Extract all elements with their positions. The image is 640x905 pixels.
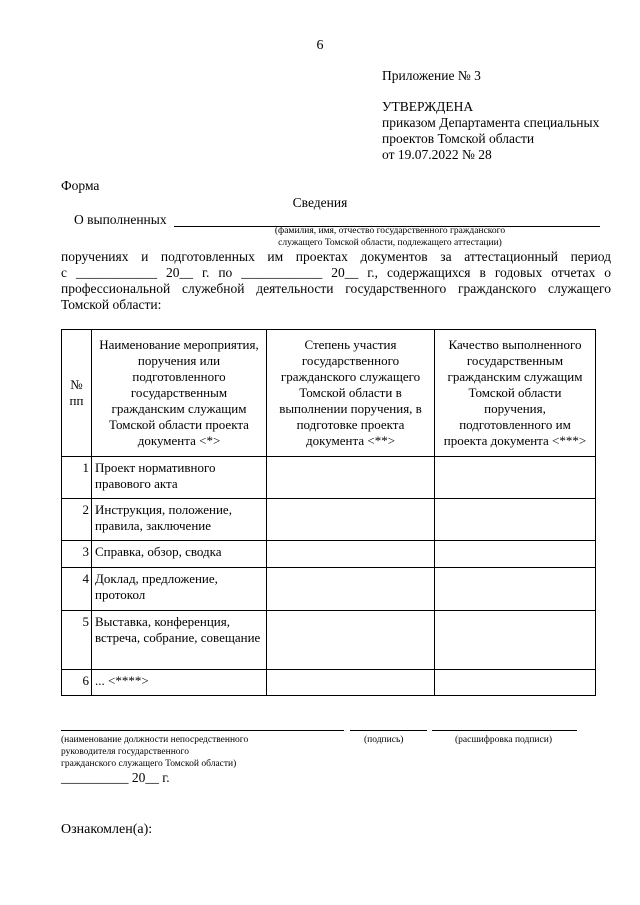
header-num: № пп bbox=[62, 330, 92, 457]
header-name: Наименование мероприятия, поручения или подготовленного государственным гражданским служащим Томской области проекта документа <*> bbox=[92, 330, 267, 457]
sign-line bbox=[350, 730, 427, 731]
intro-paragraph bbox=[61, 249, 611, 313]
paragraph-line-1: поручениях и подготовленных им проектах документов за аттестационный период bbox=[61, 249, 611, 264]
row-name: Доклад, предложение, протокол bbox=[92, 568, 267, 611]
row-name: Справка, обзор, сводка bbox=[92, 541, 267, 568]
header-participation: Степень участия государственного гражданского служащего Томской области в выполнении поручения, в подготовке проекта документа <**> bbox=[267, 330, 435, 457]
order-line-2: проектов Томской области bbox=[382, 131, 535, 146]
row-participation-cell bbox=[267, 541, 435, 568]
row-num: 4 bbox=[62, 568, 92, 611]
row-quality-cell bbox=[435, 611, 596, 670]
row-quality-cell bbox=[435, 457, 596, 499]
table-row bbox=[62, 670, 596, 696]
intro-prefix: О выполненных bbox=[74, 212, 167, 227]
row-quality-cell bbox=[435, 541, 596, 568]
position-signature-line bbox=[61, 730, 344, 731]
row-participation-cell bbox=[267, 568, 435, 611]
row-name: Инструкция, положение, правила, заключение bbox=[92, 499, 267, 541]
order-line-1: приказом Департамента специальных bbox=[382, 115, 600, 130]
decode-line bbox=[432, 730, 577, 731]
row-num: 3 bbox=[62, 541, 92, 568]
sign-caption: (подпись) bbox=[364, 735, 404, 745]
page-number: 6 bbox=[316, 38, 324, 53]
paragraph-line-4: Томской области: bbox=[61, 297, 162, 312]
decode-caption: (расшифровка подписи) bbox=[455, 735, 552, 745]
table-row bbox=[62, 568, 596, 611]
date-line: __________ 20__ г. bbox=[61, 770, 170, 785]
row-num: 6 bbox=[62, 670, 92, 696]
table-row bbox=[62, 457, 596, 499]
row-name: ... <****> bbox=[92, 670, 267, 696]
appendix-title: Приложение № 3 bbox=[382, 68, 481, 83]
row-quality-cell bbox=[435, 670, 596, 696]
paragraph-line-2: с ____________ 20__ г. по ____________ 20__ г., содержащихся в годовых отчетах о bbox=[61, 265, 611, 280]
acknowledged-label: Ознакомлен(а): bbox=[61, 822, 153, 837]
row-participation-cell bbox=[267, 457, 435, 499]
row-num: 1 bbox=[62, 457, 92, 499]
row-name: Выставка, конференция, встреча, собрание, совещание bbox=[92, 611, 267, 670]
row-num: 2 bbox=[62, 499, 92, 541]
table-row bbox=[62, 611, 596, 670]
position-caption-line-3: гражданского служащего Томской области) bbox=[61, 759, 237, 769]
row-quality-cell bbox=[435, 568, 596, 611]
position-caption-line-1: (наименование должности непосредственного bbox=[61, 735, 249, 745]
assignments-table bbox=[61, 329, 596, 696]
paragraph-line-3: профессиональной служебной деятельности государственного гражданского служащего bbox=[61, 281, 611, 296]
row-participation-cell bbox=[267, 499, 435, 541]
form-label: Форма bbox=[61, 178, 100, 193]
order-line-3: от 19.07.2022 № 28 bbox=[382, 147, 492, 162]
row-quality-cell bbox=[435, 499, 596, 541]
position-caption-line-2: руководителя государственного bbox=[61, 747, 189, 757]
row-num: 5 bbox=[62, 611, 92, 670]
row-name: Проект нормативного правового акта bbox=[92, 457, 267, 499]
row-participation-cell bbox=[267, 670, 435, 696]
row-participation-cell bbox=[267, 611, 435, 670]
approved-label: УТВЕРЖДЕНА bbox=[382, 99, 474, 114]
fio-caption-line-2: служащего Томской области, подлежащего аттестации) bbox=[278, 238, 502, 248]
fio-caption-line-1: (фамилия, имя, отчество государственного гражданского bbox=[274, 226, 506, 236]
table-row bbox=[62, 499, 596, 541]
header-quality: Качество выполненного государственным гражданским служащим Томской области поручения, подготовленного им проекта документа <***> bbox=[435, 330, 596, 457]
table-row bbox=[62, 541, 596, 568]
form-heading: Сведения bbox=[292, 195, 348, 210]
table-header-row bbox=[62, 330, 596, 457]
